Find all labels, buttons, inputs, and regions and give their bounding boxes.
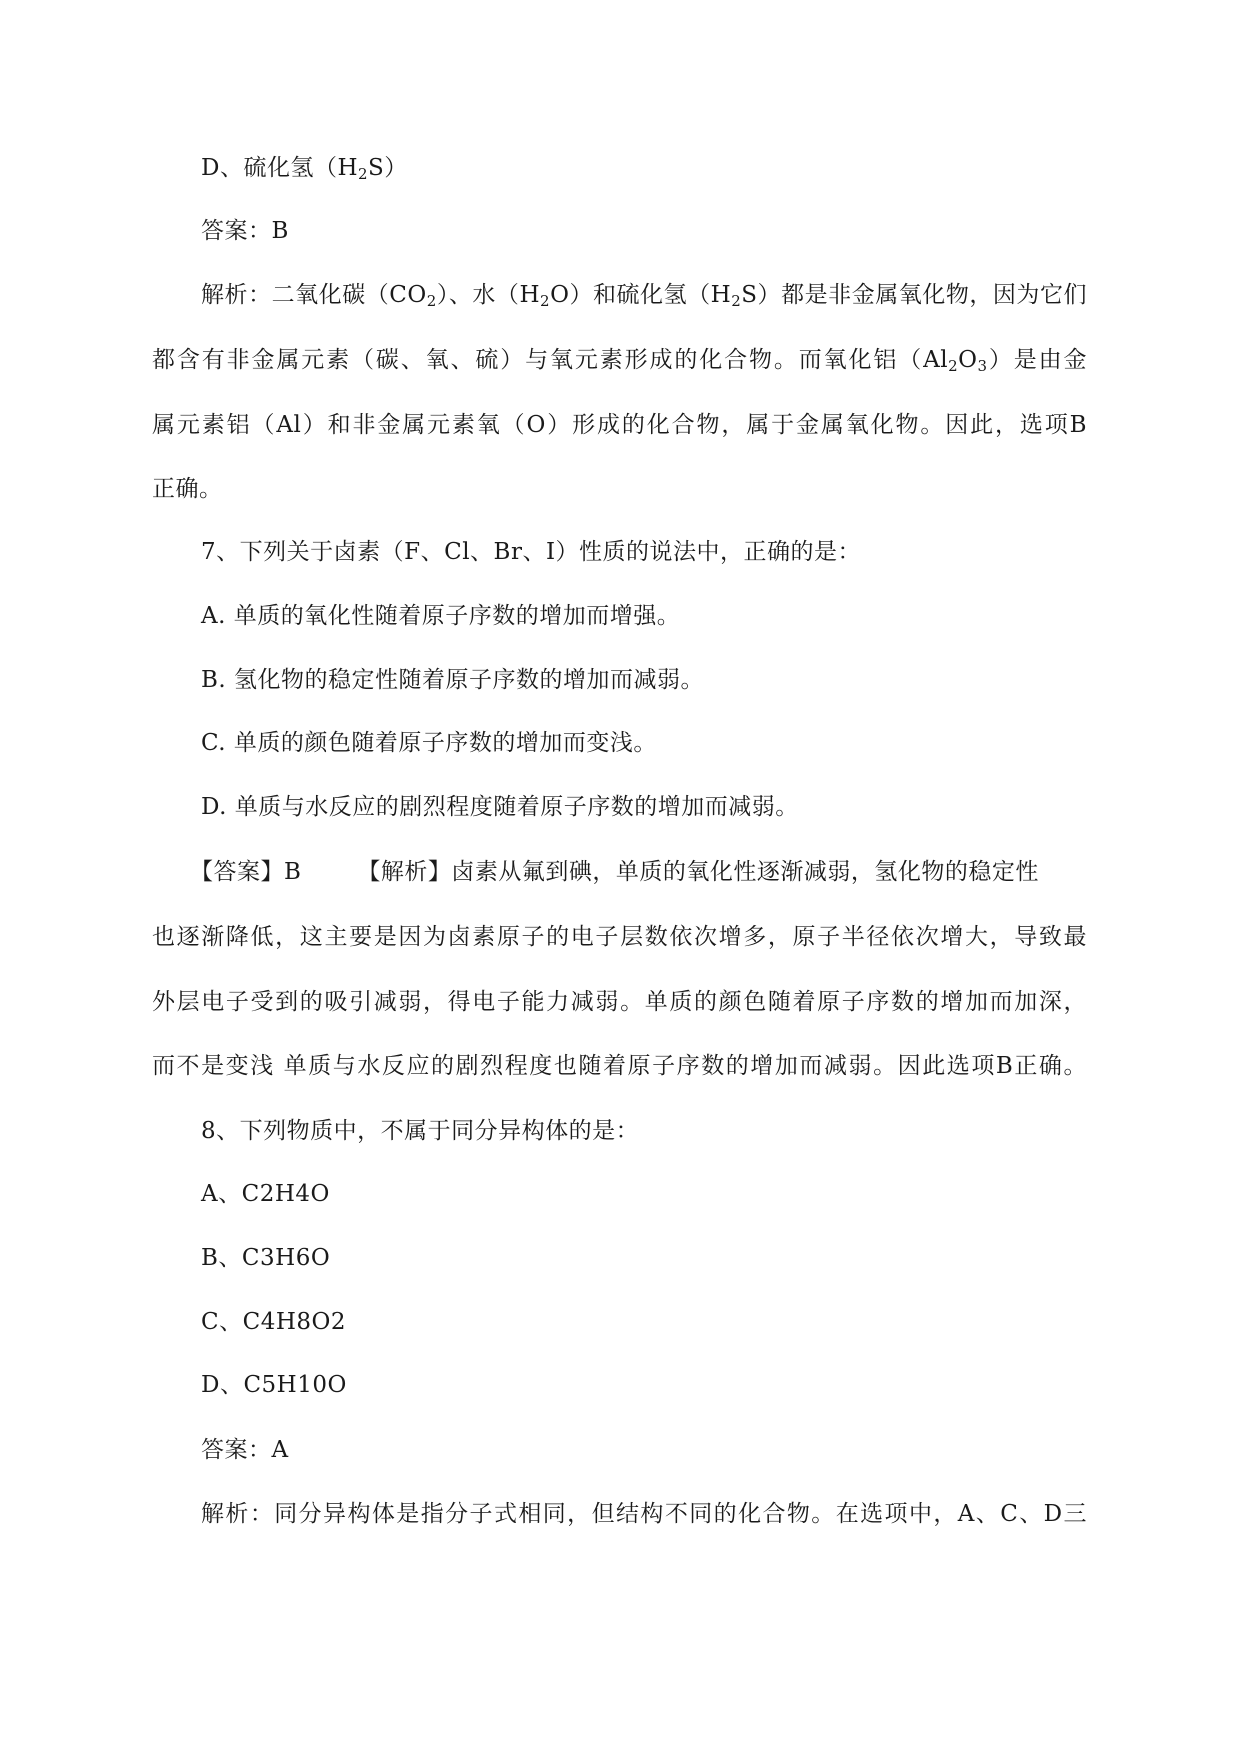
q7-answer-label: 【答案】B (190, 859, 302, 885)
q7-analysis-l4: 而不是变浅 单质与水反应的剧烈程度也随着原子序数的增加而减弱。因此选项B正确。 (152, 1053, 1087, 1079)
q8-answer: 答案：A (201, 1437, 289, 1463)
q7-analysis-l1: 【解析】卤素从氟到碘，单质的氧化性逐渐减弱，氢化物的稳定性 (357, 859, 1039, 885)
q7-option-a: A. 单质的氧化性随着原子序数的增加而增强。 (201, 603, 681, 629)
q6-analysis-l1-b: ）、水（H (436, 282, 541, 308)
q6-analysis-l1-c: O）和硫化氢（H (550, 282, 732, 308)
q8-analysis-line-1 (201, 1499, 1087, 1529)
q6-analysis-l2-c: ）是由金 (987, 347, 1087, 373)
q6-analysis-l2-s1: 2 (948, 357, 959, 375)
q6-analysis-l3: 属元素铝（Al）和非金属元素氧（O）形成的化合物，属于金属氧化物。因此，选项B (152, 412, 1087, 438)
q7-analysis-l3: 外层电子受到的吸引减弱，得电子能力减弱。单质的颜色随着原子序数的增加而加深， (152, 989, 1087, 1015)
q8-option-d: D、C5H10O (201, 1372, 347, 1398)
q6-analysis-l2-a: 都含有非金属元素（碳、氧、硫）与氧元素形成的化合物。而氧化铝（Al (152, 347, 949, 373)
q6-analysis-l1-s3: 2 (731, 292, 742, 310)
q6-analysis-line-2 (152, 345, 1087, 375)
q6-analysis-l1-s2: 2 (540, 292, 551, 310)
q6-analysis-l1-a: 解析：二氧化碳（CO (201, 282, 427, 308)
q6-answer: 答案：B (201, 218, 289, 244)
q6-option-d-sub: 2 (358, 165, 369, 183)
q7-analysis-line-3 (152, 987, 1087, 1017)
q7-analysis-line-2 (152, 922, 1087, 952)
q7-analysis-line-4 (152, 1051, 1087, 1081)
q6-analysis-l2-s2: 3 (977, 357, 988, 375)
q7-option-d: D. 单质与水反应的剧烈程度随着原子序数的增加而减弱。 (201, 794, 799, 820)
q6-analysis-l1-s1: 2 (426, 292, 437, 310)
q6-option-d (201, 153, 408, 183)
q8-option-c: C、C4H8O2 (201, 1309, 347, 1335)
q6-analysis-line-4: 正确。 (152, 476, 223, 502)
q6-analysis-line-3 (152, 410, 1087, 440)
q7-question: 7、下列关于卤素（F、Cl、Br、I）性质的说法中，正确的是： (201, 539, 862, 565)
q7-option-b: B. 氢化物的稳定性随着原子序数的增加而减弱。 (201, 667, 705, 693)
q8-option-a: A、C2H4O (201, 1181, 330, 1207)
q6-analysis-l2-b: O (958, 347, 978, 373)
q6-option-d-post: S） (368, 155, 408, 181)
q7-option-c: C. 单质的颜色随着原子序数的增加而变浅。 (201, 730, 657, 756)
q6-option-d-pre: D、硫化氢（H (201, 155, 358, 181)
q7-answer-analysis-line-1 (190, 857, 1087, 887)
q6-analysis-line-1 (201, 280, 1087, 310)
q8-option-b: B、C3H6O (201, 1245, 331, 1271)
q8-question: 8、下列物质中，不属于同分异构体的是： (201, 1118, 640, 1144)
q8-analysis-l1: 解析：同分异构体是指分子式相同，但结构不同的化合物。在选项中，A、C、D三 (201, 1501, 1087, 1527)
q6-analysis-l1-d: S）都是非金属氧化物，因为它们 (741, 282, 1087, 308)
q7-analysis-l2: 也逐渐降低，这主要是因为卤素原子的电子层数依次增多，原子半径依次增大，导致最 (152, 924, 1087, 950)
